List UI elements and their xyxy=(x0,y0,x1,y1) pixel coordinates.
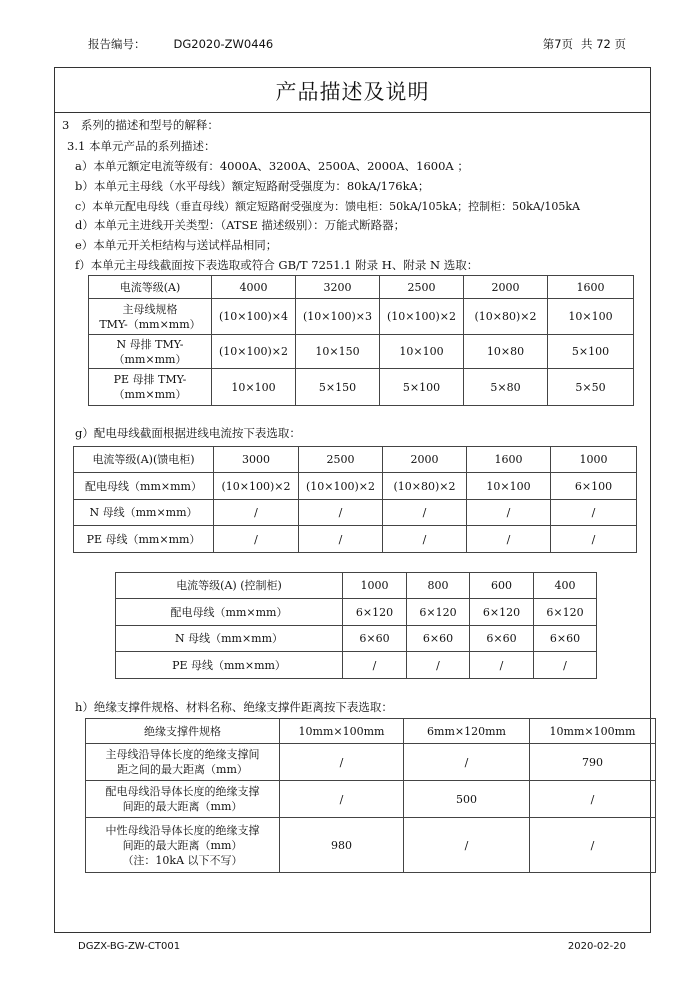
table-cell: 10×150 xyxy=(296,335,380,369)
table-cell: 1000 xyxy=(551,447,637,473)
row-header-cell: N 母线（mm×mm） xyxy=(116,626,343,652)
row-header-cell: 主母线规格 TMY-（mm×mm） xyxy=(89,299,212,335)
table-cell: 10×100 xyxy=(212,369,296,406)
page-title: 产品描述及说明 xyxy=(275,80,430,104)
table-cell: 10×80 xyxy=(464,335,548,369)
table-cell: 4000 xyxy=(212,276,296,299)
page-indicator xyxy=(543,36,626,52)
report-number-label: 报告编号： xyxy=(88,37,146,51)
table-cell: / xyxy=(551,526,637,553)
table-cell: 5×80 xyxy=(464,369,548,406)
table-cell: 5×150 xyxy=(296,369,380,406)
table-cell: / xyxy=(530,781,656,818)
table-cell: 3200 xyxy=(296,276,380,299)
table-cell: / xyxy=(534,652,597,679)
table-cell: / xyxy=(551,500,637,526)
control-busbar-table xyxy=(115,572,597,679)
table-cell: / xyxy=(299,526,383,553)
item-d: d）本单元主进线开关类型：（ATSE 描述级别）：万能式断路器； xyxy=(75,218,406,232)
row-header-cell: PE 母线（mm×mm） xyxy=(116,652,343,679)
item-h: h）绝缘支撑件规格、材料名称、绝缘支撑件距离按下表选取： xyxy=(75,700,393,714)
table-cell: (10×80)×2 xyxy=(383,473,467,500)
page-total: 共 72 页 xyxy=(581,37,626,51)
table-cell: 1600 xyxy=(548,276,634,299)
table-cell: / xyxy=(404,744,530,781)
table-cell: / xyxy=(470,652,534,679)
table-cell: 6×60 xyxy=(407,626,470,652)
item-c: c）本单元配电母线（垂直母线）额定短路耐受强度为：馈电柜：50kA/105kA；控制柜：50kA/105kA xyxy=(75,200,580,213)
row-header-cell: PE 母线（mm×mm） xyxy=(74,526,214,553)
row-header-cell: N 母线（mm×mm） xyxy=(74,500,214,526)
row-header-cell: N 母排 TMY- （mm×mm） xyxy=(89,335,212,369)
table-cell: (10×100)×2 xyxy=(212,335,296,369)
table-cell: (10×100)×2 xyxy=(380,299,464,335)
item-b: b）本单元主母线（水平母线）额定短路耐受强度为：80kA/176kA； xyxy=(75,179,430,193)
report-number: DG2020-ZW0446 xyxy=(173,37,274,51)
item-g: g）配电母线截面根据进线电流按下表选取： xyxy=(75,426,301,440)
insulator-table xyxy=(85,718,656,873)
table-cell: (10×100)×2 xyxy=(214,473,299,500)
table-cell: 2000 xyxy=(383,447,467,473)
table-cell: 10×100 xyxy=(467,473,551,500)
item-e: e）本单元开关柜结构与送试样品相同； xyxy=(75,238,278,252)
table-cell: 10mm×100mm xyxy=(530,719,656,744)
table-cell: (10×100)×2 xyxy=(299,473,383,500)
table-cell: 1600 xyxy=(467,447,551,473)
table-cell: / xyxy=(383,500,467,526)
table-cell: 500 xyxy=(404,781,530,818)
table-cell: 6×120 xyxy=(534,599,597,626)
table-cell: / xyxy=(383,526,467,553)
table-cell: 1000 xyxy=(343,573,407,599)
page-number: 第7页 xyxy=(542,37,574,51)
table-cell: 2500 xyxy=(380,276,464,299)
footer-date: 2020-02-20 xyxy=(567,941,626,952)
table-cell: 10×100 xyxy=(548,299,634,335)
table-cell: / xyxy=(214,500,299,526)
table-cell: / xyxy=(280,781,404,818)
table-cell: 6×120 xyxy=(470,599,534,626)
table-cell: / xyxy=(530,818,656,873)
table-cell: 10×100 xyxy=(380,335,464,369)
table-cell: (10×100)×4 xyxy=(212,299,296,335)
row-header-cell: 主母线沿导体长度的绝缘支撑间 距之间的最大距离（mm） xyxy=(86,744,280,781)
title-row xyxy=(55,68,650,113)
table-cell: 6×100 xyxy=(551,473,637,500)
table-cell: / xyxy=(280,744,404,781)
table-cell: (10×80)×2 xyxy=(464,299,548,335)
table-cell: 5×100 xyxy=(380,369,464,406)
row-header-cell: 电流等级(A)(馈电柜) xyxy=(74,447,214,473)
table-cell: / xyxy=(404,818,530,873)
table-cell: 6mm×120mm xyxy=(404,719,530,744)
row-header-cell: 中性母线沿导体长度的绝缘支撑 间距的最大距离（mm） （注：10kA 以下不写） xyxy=(86,818,280,873)
table-cell: / xyxy=(467,500,551,526)
row-header-cell: 电流等级(A) (控制柜) xyxy=(116,573,343,599)
row-header-cell: 绝缘支撑件规格 xyxy=(86,719,280,744)
row-header-cell: PE 母排 TMY- （mm×mm） xyxy=(89,369,212,406)
table-cell: (10×100)×3 xyxy=(296,299,380,335)
table-cell: 6×120 xyxy=(343,599,407,626)
table-cell: / xyxy=(299,500,383,526)
section-heading: 3 系列的描述和型号的解释： xyxy=(62,118,219,132)
table-cell: / xyxy=(407,652,470,679)
table-cell: 3000 xyxy=(214,447,299,473)
footer-code: DGZX-BG-ZW-CT001 xyxy=(78,941,181,952)
row-header-cell: 配电母线（mm×mm） xyxy=(116,599,343,626)
item-a: a）本单元额定电流等级有：4000A、3200A、2500A、2000A、1600A ； xyxy=(75,159,469,173)
table-cell: 5×50 xyxy=(548,369,634,406)
sub-heading: 3.1 本单元产品的系列描述： xyxy=(67,139,216,153)
table-cell: 400 xyxy=(534,573,597,599)
item-f: f）本单元主母线截面按下表选取或符合 GB/T 7251.1 附录 H、附录 N 选取： xyxy=(75,258,479,272)
table-cell: 10mm×100mm xyxy=(280,719,404,744)
table-cell: / xyxy=(214,526,299,553)
table-cell: 6×60 xyxy=(534,626,597,652)
table-cell: 2000 xyxy=(464,276,548,299)
report-header xyxy=(88,36,273,52)
table-cell: 980 xyxy=(280,818,404,873)
table-cell: 790 xyxy=(530,744,656,781)
table-cell: 6×120 xyxy=(407,599,470,626)
feeder-busbar-table xyxy=(73,446,637,553)
main-busbar-table xyxy=(88,275,634,406)
table-cell: 800 xyxy=(407,573,470,599)
table-cell: 5×100 xyxy=(548,335,634,369)
table-cell: 2500 xyxy=(299,447,383,473)
row-header-cell: 电流等级(A) xyxy=(89,276,212,299)
table-cell: / xyxy=(467,526,551,553)
table-cell: 600 xyxy=(470,573,534,599)
row-header-cell: 配电母线（mm×mm） xyxy=(74,473,214,500)
row-header-cell: 配电母线沿导体长度的绝缘支撑 间距的最大距离（mm） xyxy=(86,781,280,818)
table-cell: 6×60 xyxy=(470,626,534,652)
table-cell: / xyxy=(343,652,407,679)
table-cell: 6×60 xyxy=(343,626,407,652)
